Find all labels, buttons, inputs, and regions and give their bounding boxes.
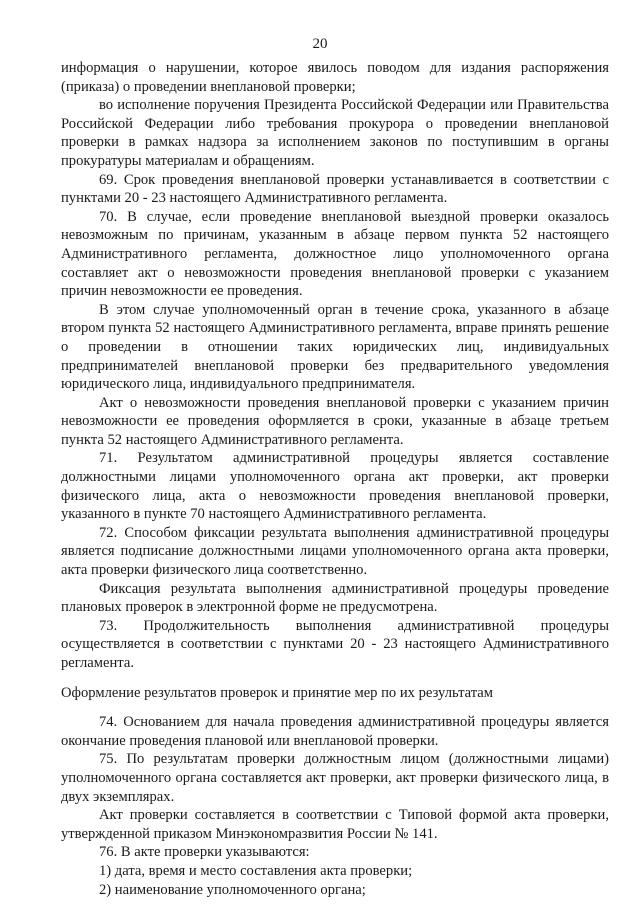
paragraph-73: 73. Продолжительность выполнения административной процедуры осуществляется в соответствии с пунктами 20 - 23 настоящего Административного регламента. — [61, 617, 609, 671]
paragraph-75-form: Акт проверки составляется в соответствии с Типовой формой акта проверки, утвержденной приказом Минэкономразвития России № 141. — [61, 807, 609, 842]
paragraph-69: 69. Срок проведения внеплановой проверки устанавливается в соответствии с пунктами 20 - 23 настоящего Административного регламента. — [61, 171, 609, 207]
paragraph-76: 76. В акте проверки указываются: — [99, 844, 310, 861]
paragraph-74: 74. Основанием для начала проведения административной процедуры является окончание проведения плановой или внеплановой проверки. — [61, 714, 609, 749]
paragraph-72: 72. Способом фиксации результата выполнения административной процедуры является подписание должностными лицами уполномоченного органа акта проверки, акта проверки физического лица соответственно. — [61, 524, 609, 579]
paragraph-72-fixation: Фиксация результата выполнения административной процедуры проведение плановых проверок в электронной форме не предусмотрена. — [61, 580, 609, 616]
paragraph-70-case: В этом случае уполномоченный орган в течение срока, указанного в абзаце втором пункта 52 настоящего Административного регламента, вправе принять решение о проведении в отношении таких юридических лиц, индивидуальных предпринимателей внеплановой проверки без предварительного уведомления юридического лица, индивидуального предпринимателя. — [61, 301, 609, 393]
document-body — [61, 59, 609, 899]
list-item-2: 2) наименование уполномоченного органа; — [99, 881, 366, 898]
paragraph-violation-info: информация о нарушении, которое явилось поводом для издания распоряжения (приказа) о проведении внеплановой проверки; — [61, 60, 609, 95]
paragraph-70-act: Акт о невозможности проведения внеплановой проверки с указанием причин невозможности ее проведения оформляется в сроки, указанные в абзаце третьем пункта 52 настоящего Административного регламента. — [61, 394, 609, 448]
paragraph-75: 75. По результатам проверки должностным лицом (должностными лицами) уполномоченного органа составляется акт проверки, акт проверки физического лица, в двух экземплярах. — [61, 751, 609, 805]
paragraph-70: 70. В случае, если проведение внеплановой выездной проверки оказалось невозможным по причинам, указанным в абзаце первом пункта 52 настоящего Административного регламента, должностное лицо уполномоченного органа составляет акт о невозможности проведения внеплановой проверки с указанием причин невозможности ее проведения. — [61, 208, 609, 300]
page-number: 20 — [312, 36, 328, 52]
section-heading: Оформление результатов проверок и принятие мер по их результатам — [61, 684, 494, 701]
list-item-1: 1) дата, время и место составления акта проверки; — [99, 862, 413, 879]
paragraph-71: 71. Результатом административной процедуры является составление должностными лицами уполномоченного органа акт проверки, акт проверки физического лица, акта о невозможности проведения внеплановой проверки, указанного в пункте 70 настоящего Административного регламента. — [61, 450, 609, 523]
paragraph-president-order: во исполнение поручения Президента Российской Федерации или Правительства Российской Федерации либо требования прокурора о проведении внеплановой проверки в рамках надзора за исполнением законов по поступившим в органы прокуратуры материалам и обращениям. — [61, 97, 609, 169]
